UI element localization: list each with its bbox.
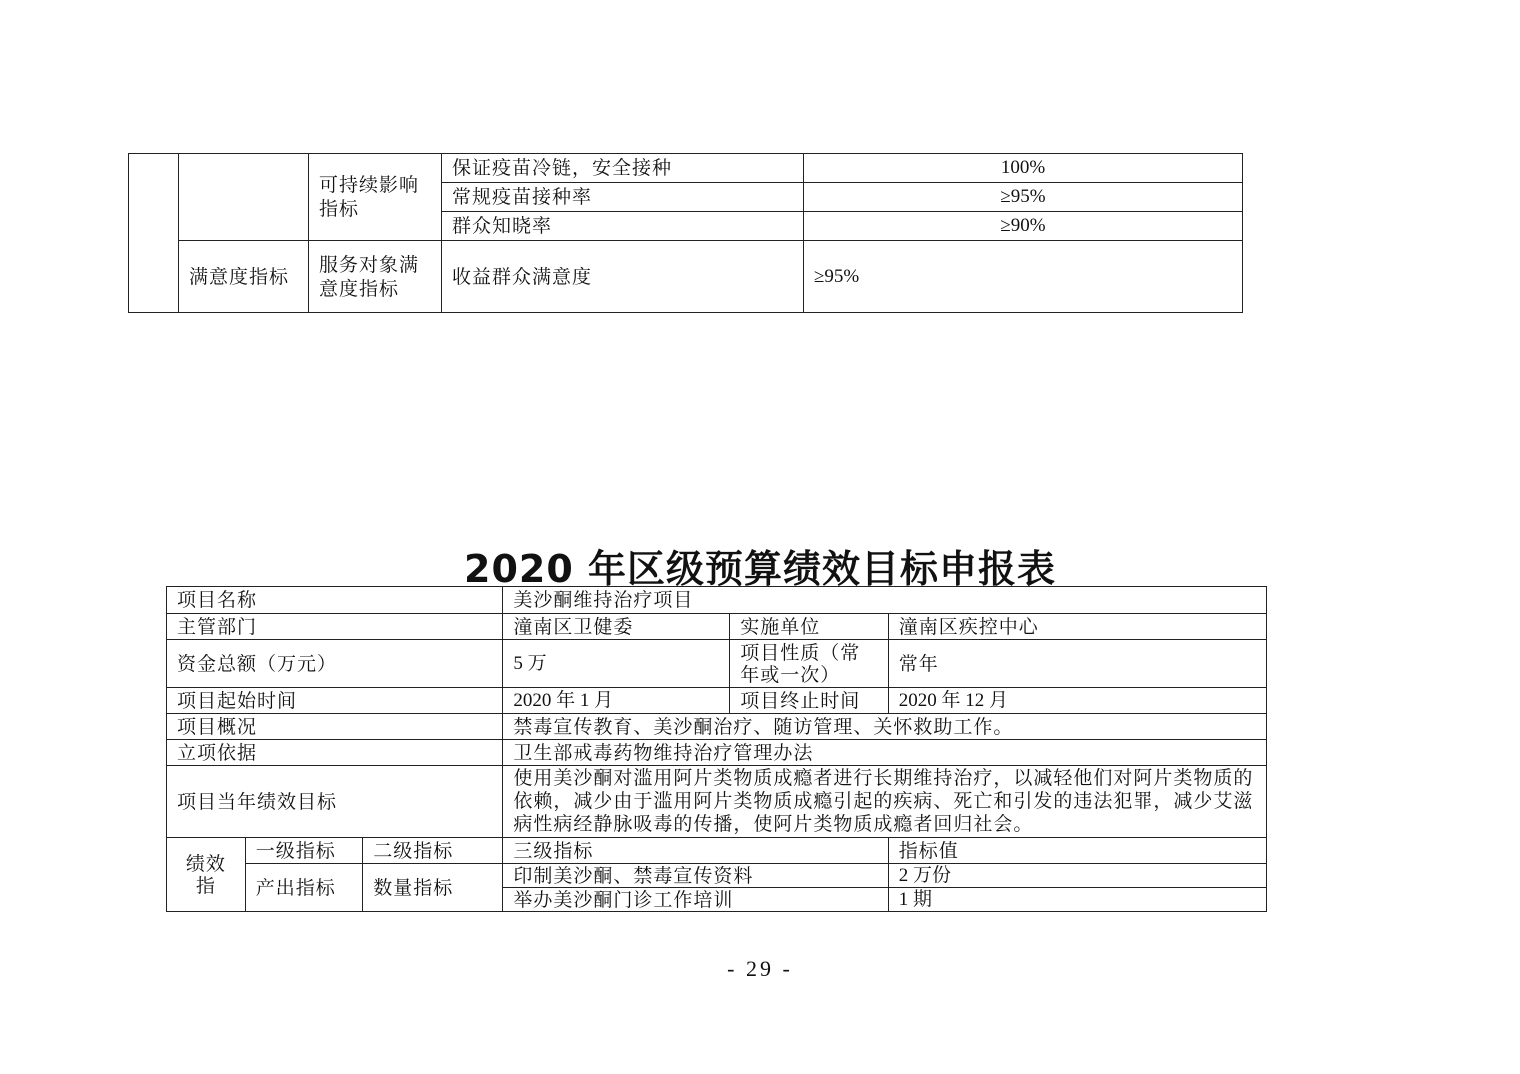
- output-indicator: 举办美沙酮门诊工作培训: [503, 888, 888, 912]
- dept-label: 主管部门: [167, 614, 503, 640]
- start-value: 2020 年 1 月: [503, 688, 730, 714]
- nature-label: 项目性质（常年或一次）: [730, 640, 888, 688]
- indicator-cell: 常规疫苗接种率: [442, 183, 804, 212]
- end-value: 2020 年 12 月: [888, 688, 1266, 714]
- sustain-indicator-label: 可持续影响指标: [309, 154, 442, 241]
- funds-label: 资金总额（万元）: [167, 640, 503, 688]
- indicator-table-continued: [128, 153, 1243, 313]
- quantity-label: 数量指标: [363, 864, 503, 912]
- satisfaction-indicator: 收益群众满意度: [442, 241, 804, 313]
- page-number: - 29 -: [727, 956, 793, 981]
- header-value: 指标值: [888, 838, 1266, 864]
- output-label: 产出指标: [245, 864, 363, 912]
- output-indicator: 印制美沙酮、禁毒宣传资料: [503, 864, 888, 888]
- overview-label: 项目概况: [167, 714, 503, 740]
- impl-label: 实施单位: [730, 614, 888, 640]
- table-cell-empty: [129, 154, 179, 313]
- header-level1: 一级指标: [245, 838, 363, 864]
- header-level3: 三级指标: [503, 838, 888, 864]
- basis-value: 卫生部戒毒药物维持治疗管理办法: [503, 740, 1267, 766]
- impl-value: 潼南区疾控中心: [888, 614, 1266, 640]
- indicator-value: ≥95%: [804, 183, 1243, 212]
- nature-value: 常年: [888, 640, 1266, 688]
- goal-label: 项目当年绩效目标: [167, 766, 503, 838]
- project-name-label: 项目名称: [167, 587, 503, 614]
- table-cell-empty: [179, 154, 309, 241]
- page-title: 2020 年区级预算绩效目标申报表: [464, 547, 1056, 591]
- satisfaction-value: ≥95%: [804, 241, 1243, 313]
- indicator-cell: 群众知晓率: [442, 212, 804, 241]
- output-value: 1 期: [888, 888, 1266, 912]
- goal-value: 使用美沙酮对滥用阿片类物质成瘾者进行长期维持治疗，以减轻他们对阿片类物质的依赖，减少由于滥用阿片类物质成瘾引起的疾病、死亡和引发的违法犯罪，减少艾滋病性病经静脉吸毒的传播，使阿片类物质成瘾者回归社会。: [503, 766, 1267, 838]
- indicator-value: 100%: [804, 154, 1243, 183]
- dept-value: 潼南区卫健委: [503, 614, 730, 640]
- indicator-cell: 保证疫苗冷链，安全接种: [442, 154, 804, 183]
- satisfaction-level1: 满意度指标: [179, 241, 309, 313]
- funds-value: 5 万: [503, 640, 730, 688]
- output-value: 2 万份: [888, 864, 1266, 888]
- start-label: 项目起始时间: [167, 688, 503, 714]
- indicator-value: ≥90%: [804, 212, 1243, 241]
- end-label: 项目终止时间: [730, 688, 888, 714]
- basis-label: 立项依据: [167, 740, 503, 766]
- header-level2: 二级指标: [363, 838, 503, 864]
- overview-value: 禁毒宣传教育、美沙酮治疗、随访管理、关怀救助工作。: [503, 714, 1267, 740]
- perf-label: 绩效指: [167, 838, 246, 912]
- budget-goal-table: [166, 586, 1267, 912]
- satisfaction-level2: 服务对象满意度指标: [309, 241, 442, 313]
- project-name-value: 美沙酮维持治疗项目: [503, 587, 1267, 614]
